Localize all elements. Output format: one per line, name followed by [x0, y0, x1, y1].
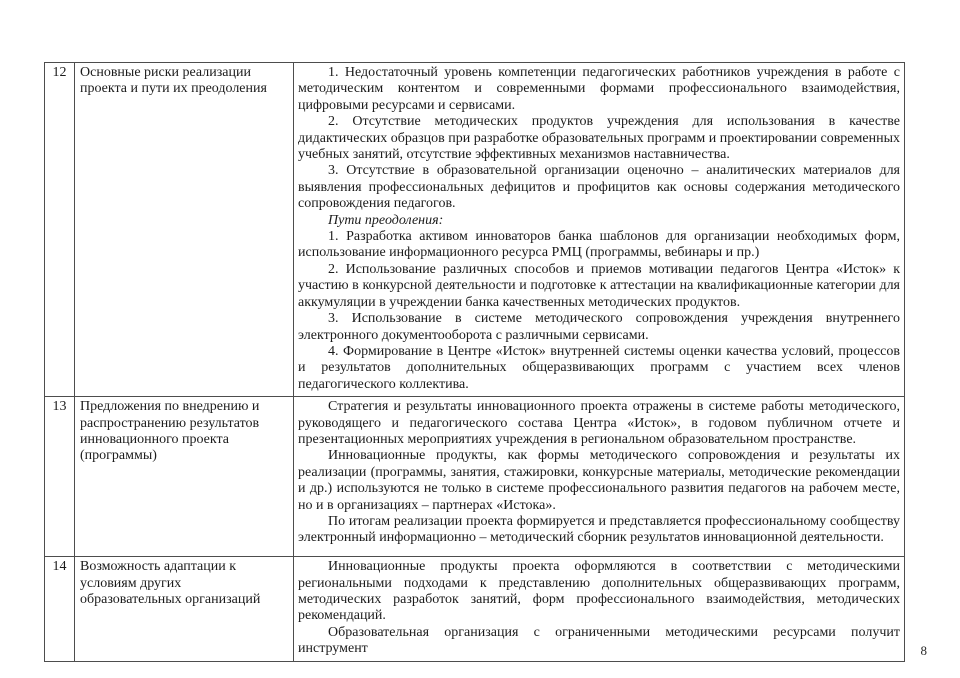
paragraph: 3. Использование в системе методического сопровождения учреждения внутреннего электронного документооборота с различными сервисами.	[298, 311, 900, 343]
table-body	[45, 63, 905, 662]
row-number-cell: 14	[45, 557, 75, 661]
row-content-cell	[294, 397, 905, 557]
row-content-cell	[294, 63, 905, 397]
row-title-cell: Возможность адаптации к условиям других образовательных организаций	[75, 557, 294, 661]
row-title-cell: Основные риски реализации проекта и пути их преодоления	[75, 63, 294, 397]
project-description-table	[44, 62, 905, 662]
paragraph: 2. Отсутствие методических продуктов учреждения для использования в качестве дидактических образцов при разработке образовательных программ и проектировании современных учебных занятий, отсутствие эффективных механизмов наставничества.	[298, 114, 900, 163]
paragraph: 2. Использование различных способов и приемов мотивации педагогов Центра «Исток» к участию в конкурсной деятельности и подготовке к аттестации на квалификационные категории для аккумуляции в учреждении банка качественных методических продуктов.	[298, 261, 900, 310]
row-number-cell: 13	[45, 397, 75, 557]
table-row	[45, 63, 905, 397]
paragraph: Стратегия и результаты инновационного проекта отражены в системе работы методического, руководящего и педагогического состава Центра «Исток», в годовом публичном отчете и презентационных мероприятиях учреждения в региональном образовательном пространстве.	[298, 399, 900, 447]
table-row	[45, 397, 905, 557]
row-content-cell	[294, 557, 905, 661]
paragraph-italic-heading: Пути преодоления:	[328, 212, 444, 228]
paragraph: 3. Отсутствие в образовательной организации оценочно – аналитических материалов для выявления профессиональных дефицитов и профицитов как основы содержания методического сопровождения педагогов.	[298, 163, 900, 212]
paragraph: Образовательная организация с ограниченными методическими ресурсами получит инструмент	[298, 624, 900, 657]
row-title-cell: Предложения по внедрению и распространению результатов инновационного проекта (программы)	[75, 397, 294, 557]
table-row	[45, 557, 905, 661]
paragraph: 1. Разработка активом инноваторов банка шаблонов для организации необходимых форм, использование информационного ресурса РМЦ (программы, вебинары и пр.)	[298, 229, 900, 261]
paragraph: 4. Формирование в Центре «Исток» внутренней системы оценки качества условий, процессов и результатов дополнительных общеразвивающих программ с участием всех членов педагогического коллектива.	[298, 343, 900, 392]
paragraph: Инновационные продукты, как формы методического сопровождения и результаты их реализации (программы, занятия, стажировки, конкурсные материалы, методические рекомендации и др.) используются не только в системе профессионального развития педагогов на рабочем месте, но и в организациях – партнерах «Истока».	[298, 448, 900, 513]
paragraph: По итогам реализации проекта формируется и представляется профессиональному сообществу электронный информационно – методический сборник результатов инновационной деятельности.	[298, 513, 900, 546]
paragraph: Инновационные продукты проекта оформляются в соответствии с методическими региональными подходами к представлению дополнительных общеразвивающих программ, методических разработок занятий, форм профессионального взаимодействия, методических рекомендаций.	[298, 559, 900, 624]
page-number: 8	[920, 643, 927, 658]
paragraph: 1. Недостаточный уровень компетенции педагогических работников учреждения в работе с методическим контентом и современными формами профессионального взаимодействия, цифровыми ресурсами и сервисами.	[298, 65, 900, 113]
row-number-cell: 12	[45, 63, 75, 397]
